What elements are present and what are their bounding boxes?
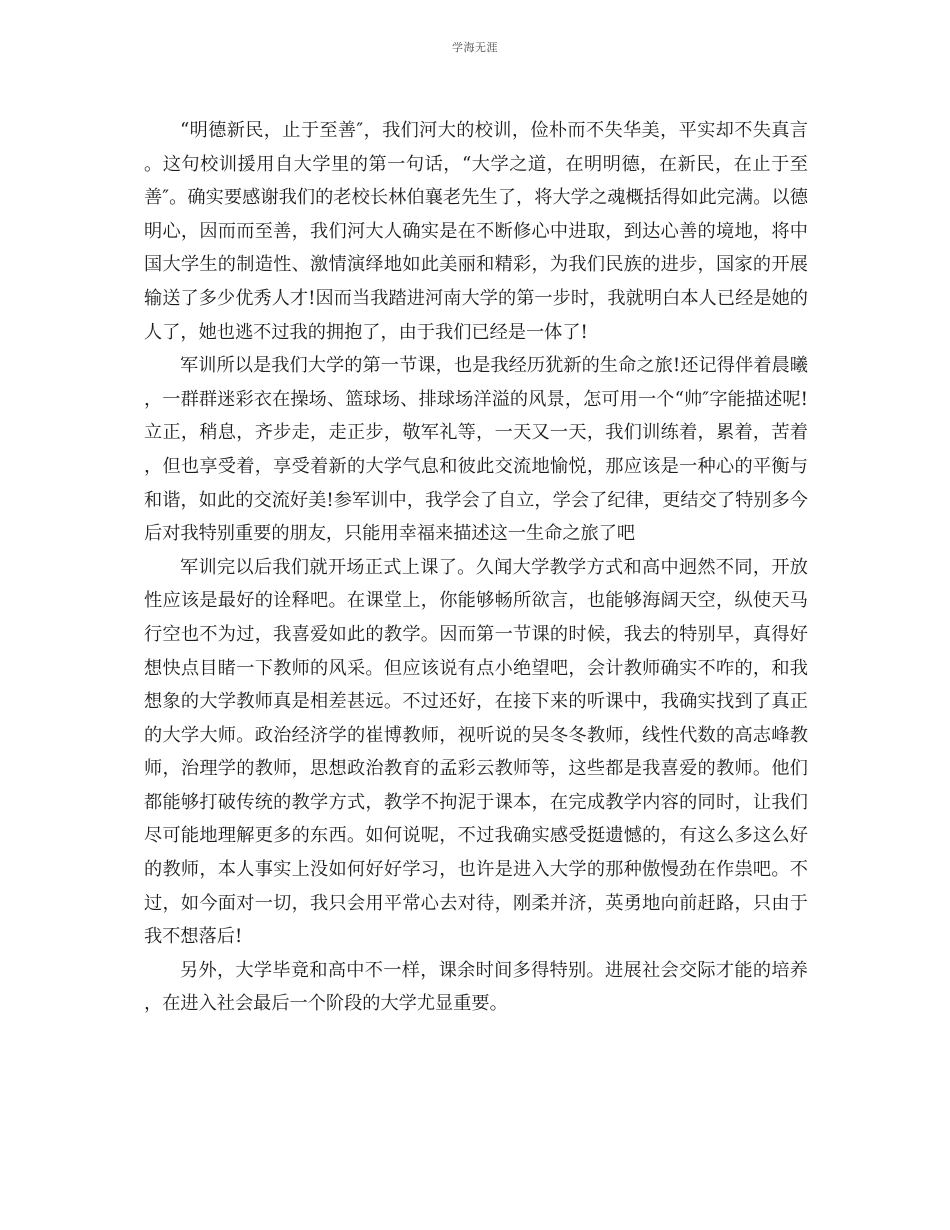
paragraph-military-training: 军训所以是我们大学的第一节课，也是我经历犹新的生命之旅!还记得伴着晨曦，一群群迷彩衣在操场、篮球场、排球场洋溢的风景，怎可用一个“帅″字能描述呢!立正，稍息，齐步走，走正步，敬军礼等，一天又一天，我们训练着，累着，苦着，但也享受着，享受着新的大学气息和彼此交流地愉悦，那应该是一种心的平衡与和谐，如此的交流好美!参军训中，我学会了自立，学会了纪律，更结交了特别多今后对我特别重要的朋友，只能用幸福来描述这一生命之旅了吧 — [144, 355, 808, 545]
page-header: 学海无涯 — [452, 41, 498, 54]
paragraph-social-skills: 另外，大学毕竟和高中不一样，课余时间多得特别。进展社会交际才能的培养，在进入社会最后一个阶段的大学尤显重要。 — [144, 959, 808, 1015]
paragraph-motto: “明德新民，止于至善″，我们河大的校训，俭朴而不失华美，平实却不失真言。这句校训援用自大学里的第一句话，“大学之道，在明明德，在新民，在止于至善″。确实要感谢我们的老校长林伯襄老先生了，将大学之魂概括得如此完满。以德明心，因而而至善，我们河大人确实是在不断修心中进取，到达心善的境地，将中国大学生的制造性、激情演绎地如此美丽和精彩，为我们民族的进步，国家的开展输送了多少优秀人才!因而当我踏进河南大学的第一步时，我就明白本人已经是她的人了，她也逃不过我的拥抱了，由于我们已经是一体了! — [144, 120, 808, 343]
paragraph-classes: 军训完以后我们就开场正式上课了。久闻大学教学方式和高中迥然不同，开放性应该是最好的诠释吧。在课堂上，你能够畅所欲言，也能够海阔天空，纵使天马行空也不为过，我喜爱如此的教学。因而第一节课的时候，我去的特别早，真得好想快点目睹一下教师的风采。但应该说有点小绝望吧，会计教师确实不咋的，和我想象的大学教师真是相差甚远。不过还好，在接下来的听课中，我确实找到了真正的大学大师。政治经济学的崔博教师，视听说的吴冬冬教师，线性代数的高志峰教师，治理学的教师，思想政治教育的孟彩云教师等，这些都是我喜爱的教师。他们都能够打破传统的教学方式，教学不拘泥于课本，在完成教学内容的同时，让我们尽可能地理解更多的东西。如何说呢，不过我确实感受挺遗憾的，有这么多这么好的教师，本人事实上没如何好好学习，也许是进入大学的那种傲慢劲在作祟吧。不过，如今面对一切，我只会用平常心去对待，刚柔并济，英勇地向前赶路，只由于我不想落后! — [144, 556, 808, 948]
document-body — [144, 114, 808, 1021]
